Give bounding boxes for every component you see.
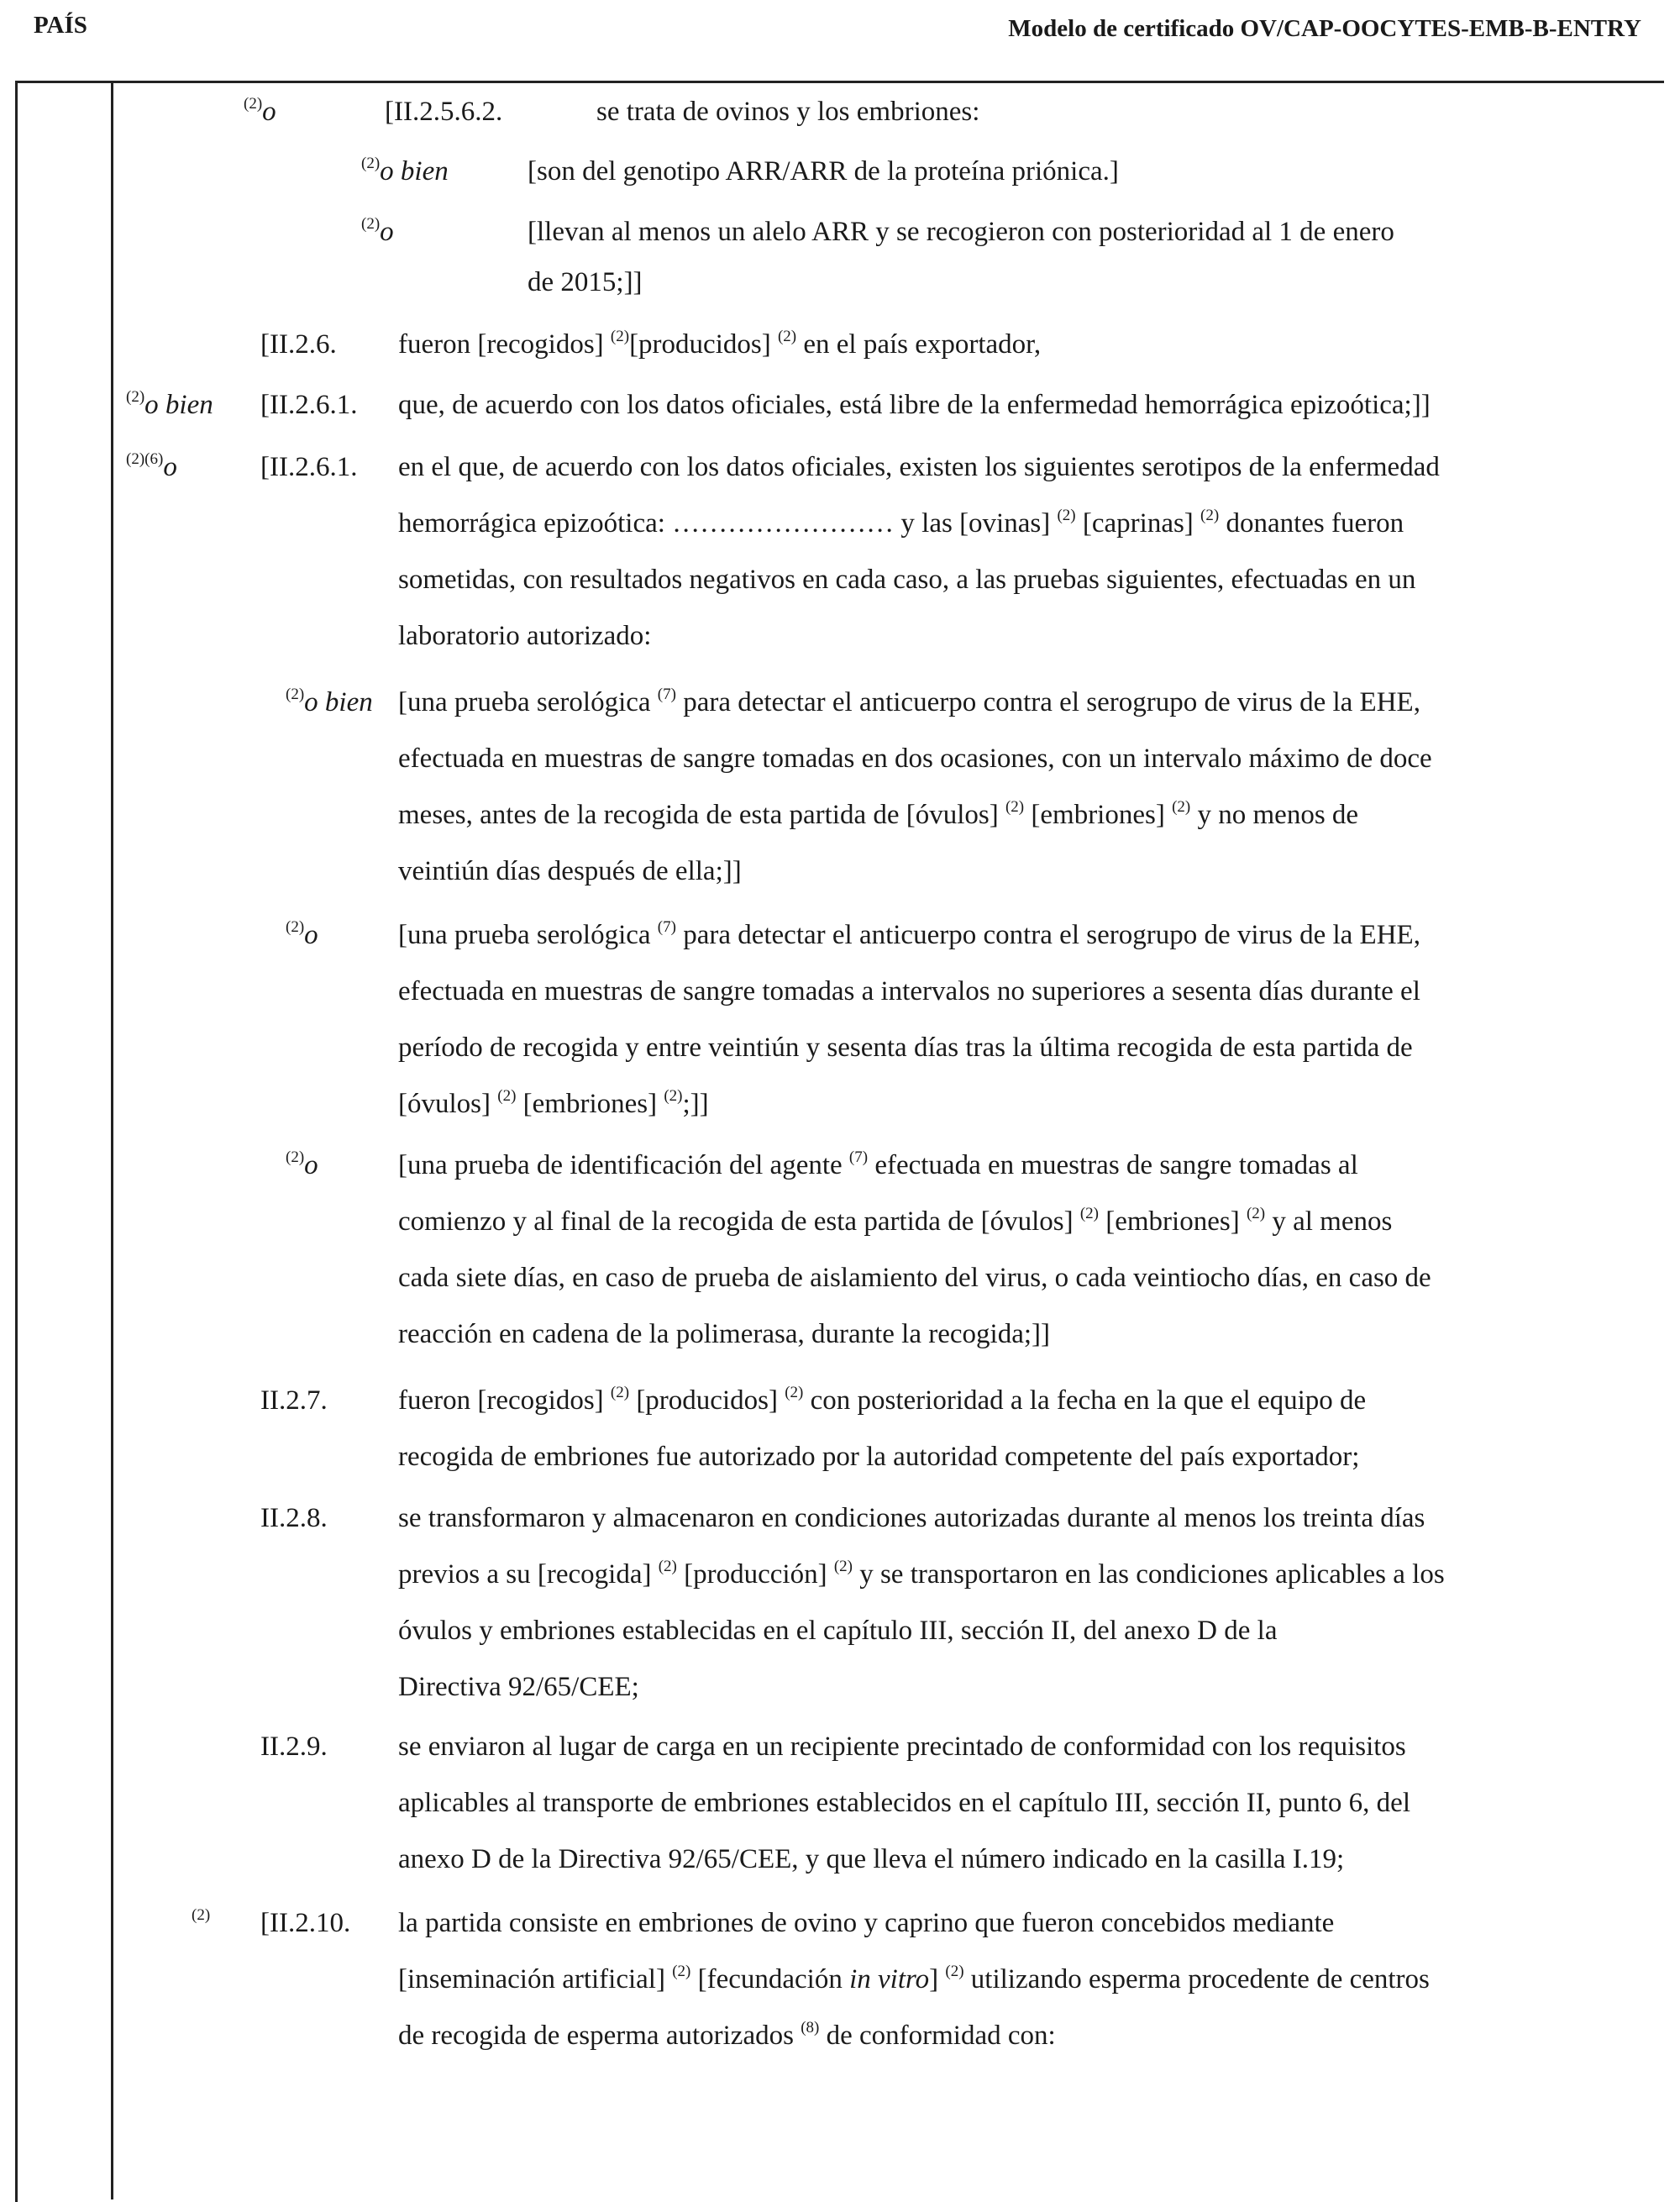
clause-text-line2: [inseminación artificial] $^{(2)}$ [fecundación in vitro] $^{(2)}$ utilizando esperma procedente de centros <box>398 1963 1430 1994</box>
clause-ref: [II.2.5.6.2. <box>385 97 503 127</box>
option-marker: $^{(2)}$o <box>286 1148 318 1180</box>
option-marker: $^{(2)}$o <box>244 95 276 127</box>
clause-II-2-8 <box>0 1490 1680 1719</box>
clause-text-line3: óvulos y embriones establecidas en el capítulo III, sección II, del anexo D de la <box>398 1616 1278 1646</box>
clause-II-2-9 <box>0 1719 1680 1895</box>
clause-text-line1: se enviaron al lugar de carga en un recipiente precintado de conformidad con los requisitos <box>398 1732 1406 1762</box>
test-serology-two-occasions <box>0 675 1680 907</box>
clause-text-line3: sometidas, con resultados negativos en cada caso, a las pruebas siguientes, efectuadas en un <box>398 565 1416 595</box>
option-marker: $^{(2)}$o bien <box>361 155 449 187</box>
test-serology-intervals <box>0 907 1680 1138</box>
clause-text-line1: se transformaron y almacenaron en condiciones autorizadas durante al menos los treinta días <box>398 1503 1425 1533</box>
certificate-body <box>0 84 1680 2072</box>
test-text-line4: [óvulos] $^{(2)}$ [embriones] $^{(2)}$;]] <box>398 1087 709 1119</box>
test-text-line3: cada siete días, en caso de prueba de aislamiento del virus, o cada veintiocho días, en caso de <box>398 1263 1431 1293</box>
option-marker: $^{(2)}$o <box>286 918 318 950</box>
clause-II-2-6 <box>0 313 1680 377</box>
clause-text-line2: hemorrágica epizoótica: …………………… y las [ovinas] $^{(2)}$ [caprinas] $^{(2)}$ donantes fueron <box>398 507 1404 539</box>
option-marker: $^{(2)}$o bien <box>126 388 213 420</box>
clause-ref: II.2.7. <box>260 1385 328 1416</box>
option-text: [son del genotipo ARR/ARR de la proteína priónica.] <box>528 156 1119 187</box>
clause-text: que, de acuerdo con los datos oficiales, está libre de la enfermedad hemorrágica epizoótica;]] <box>398 390 1431 420</box>
test-text-line3: meses, antes de la recogida de esta partida de [óvulos] $^{(2)}$ [embriones] $^{(2)}$ y no menos de <box>398 798 1359 830</box>
test-text-line4: reacción en cadena de la polimerasa, durante la recogida;]] <box>398 1319 1050 1349</box>
clause-text-line3: de recogida de esperma autorizados $^{(8)}$ de conformidad con: <box>398 2019 1056 2051</box>
clause-II-2-7 <box>0 1373 1680 1490</box>
test-agent-identification <box>0 1138 1680 1373</box>
option-arr-arr <box>0 140 1680 201</box>
test-text-line1: [una prueba de identificación del agente $^{(7)}$ efectuada en muestras de sangre tomadas al <box>398 1148 1358 1180</box>
clause-II-2-6-1-serotypes <box>0 439 1680 675</box>
clause-text-line1: en el que, de acuerdo con los datos oficiales, existen los siguientes serotipos de la enfermedad <box>398 452 1440 482</box>
clause-text: se trata de ovinos y los embriones: <box>596 97 980 127</box>
option-marker: $^{(2)}$o <box>361 215 394 247</box>
clause-text-line1: fueron [recogidos] $^{(2)}$ [producidos] $^{(2)}$ con posterioridad a la fecha en la que el equipo de <box>398 1384 1367 1416</box>
clause-II-2-6-1-free <box>0 377 1680 439</box>
test-text-line1: [una prueba serológica $^{(7)}$ para detectar el anticuerpo contra el serogrupo de virus de la EHE, <box>398 686 1420 717</box>
clause-text: fueron [recogidos] $^{(2)}$[producidos] $^{(2)}$ en el país exportador, <box>398 328 1042 360</box>
test-text-line2: efectuada en muestras de sangre tomadas a intervalos no superiores a sesenta días durante el <box>398 976 1420 1006</box>
option-marker: $^{(2)(6)}$o <box>126 450 177 482</box>
clause-II-2-10 <box>0 1895 1680 2072</box>
clause-ref: [II.2.6.1. <box>260 390 358 420</box>
clause-ref: II.2.9. <box>260 1732 328 1762</box>
clause-text-line4: laboratorio autorizado: <box>398 621 652 651</box>
clause-ref: [II.2.10. <box>260 1908 351 1938</box>
header-country: PAÍS <box>34 12 87 39</box>
test-text-line1: [una prueba serológica $^{(7)}$ para detectar el anticuerpo contra el serogrupo de virus de la EHE, <box>398 918 1420 950</box>
option-text-line1: [llevan al menos un alelo ARR y se recogieron con posterioridad al 1 de enero <box>528 217 1394 247</box>
clause-text-line2: aplicables al transporte de embriones establecidos en el capítulo III, sección II, punto 6, del <box>398 1788 1410 1818</box>
option-text-line2: de 2015;]] <box>528 267 643 297</box>
test-text-line4: veintiún días después de ella;]] <box>398 856 742 886</box>
test-text-line3: período de recogida y entre veintiún y sesenta días tras la última recogida de esta partida de <box>398 1033 1413 1063</box>
clause-text-line2: recogida de embriones fue autorizado por la autoridad competente del país exportador; <box>398 1442 1360 1472</box>
clause-text-line4: Directiva 92/65/CEE; <box>398 1672 639 1702</box>
option-arr-allele <box>0 201 1680 313</box>
clause-text-line1: la partida consiste en embriones de ovino y caprino que fueron concebidos mediante <box>398 1908 1335 1938</box>
header-model: Modelo de certificado OV/CAP-OOCYTES-EMB-B-ENTRY <box>1008 15 1641 42</box>
clause-ref: [II.2.6. <box>260 329 337 360</box>
clause-ref: II.2.8. <box>260 1503 328 1533</box>
test-text-line2: efectuada en muestras de sangre tomadas en dos ocasiones, con un intervalo máximo de doce <box>398 744 1432 774</box>
clause-ref: [II.2.6.1. <box>260 452 358 482</box>
clause-text-line2: previos a su [recogida] $^{(2)}$ [producción] $^{(2)}$ y se transportaron en las condiciones aplicables a los <box>398 1558 1445 1590</box>
clause-text-line3: anexo D de la Directiva 92/65/CEE, y que lleva el número indicado en la casilla I.19; <box>398 1844 1345 1874</box>
clause-II-2-5-6-2 <box>0 84 1680 140</box>
test-text-line2: comienzo y al final de la recogida de esta partida de [óvulos] $^{(2)}$ [embriones] $^{(2)}$ y al menos <box>398 1205 1393 1237</box>
option-marker: (2) <box>192 1906 211 1924</box>
option-marker: $^{(2)}$o bien <box>286 686 373 717</box>
